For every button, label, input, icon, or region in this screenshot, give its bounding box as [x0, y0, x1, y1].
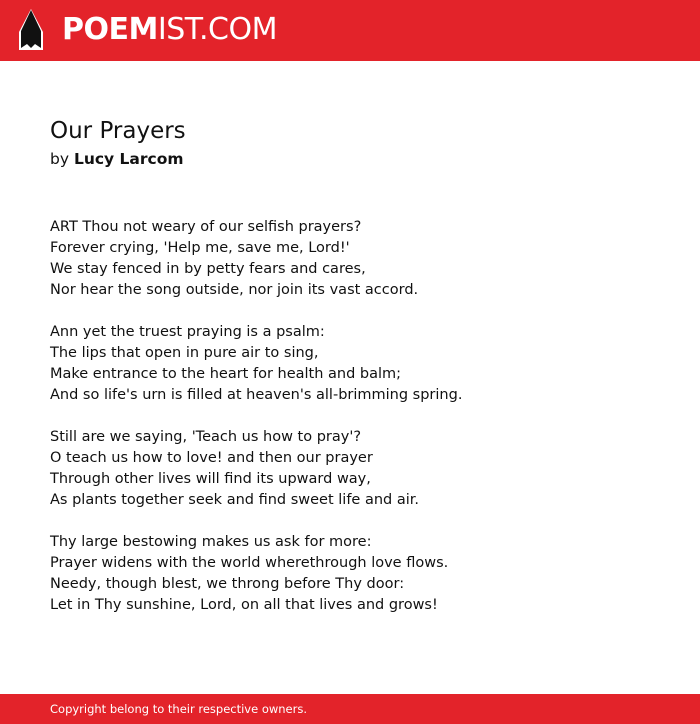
stanza [50, 217, 670, 301]
poem-line: As plants together seek and find sweet life and air. [50, 492, 419, 508]
stanza [50, 427, 670, 511]
poem-content [50, 116, 670, 637]
stanza [50, 532, 670, 616]
poem-line: ART Thou not weary of our selfish prayers? [50, 219, 362, 235]
poem-line: Forever crying, 'Help me, save me, Lord!' [50, 240, 350, 256]
site-logo[interactable] [16, 8, 277, 52]
poem-line: Thy large bestowing makes us ask for more: [50, 534, 372, 550]
copyright-text: Copyright belong to their respective owners. [50, 702, 308, 716]
site-header [0, 0, 700, 61]
site-footer [0, 694, 700, 724]
poem-line: Still are we saying, 'Teach us how to pray'? [50, 429, 362, 445]
poem-line: We stay fenced in by petty fears and cares, [50, 261, 366, 277]
poem-line: Ann yet the truest praying is a psalm: [50, 324, 325, 340]
logo-text-light: IST.COM [157, 12, 277, 47]
poem-line: The lips that open in pure air to sing, [50, 345, 319, 361]
pencil-icon [16, 8, 46, 52]
logo-text-bold: POEM [62, 12, 158, 47]
poem-line: Needy, though blest, we throng before Thy door: [50, 576, 405, 592]
by-label: by [50, 150, 70, 168]
poem-line: Prayer widens with the world wherethrough love flows. [50, 555, 449, 571]
poem-line: Through other lives will find its upward way, [50, 471, 371, 487]
poem-title: Our Prayers [50, 118, 186, 144]
poem-body [50, 217, 670, 616]
byline [50, 146, 670, 172]
poem-line: Make entrance to the heart for health and balm; [50, 366, 402, 382]
poem-line: O teach us how to love! and then our prayer [50, 450, 373, 466]
stanza [50, 322, 670, 406]
logo-text [62, 8, 277, 52]
poem-line: And so life's urn is filled at heaven's all-brimming spring. [50, 387, 463, 403]
poem-line: Let in Thy sunshine, Lord, on all that lives and grows! [50, 597, 438, 613]
poem-line: Nor hear the song outside, nor join its vast accord. [50, 282, 419, 298]
author-name: Lucy Larcom [73, 150, 184, 168]
